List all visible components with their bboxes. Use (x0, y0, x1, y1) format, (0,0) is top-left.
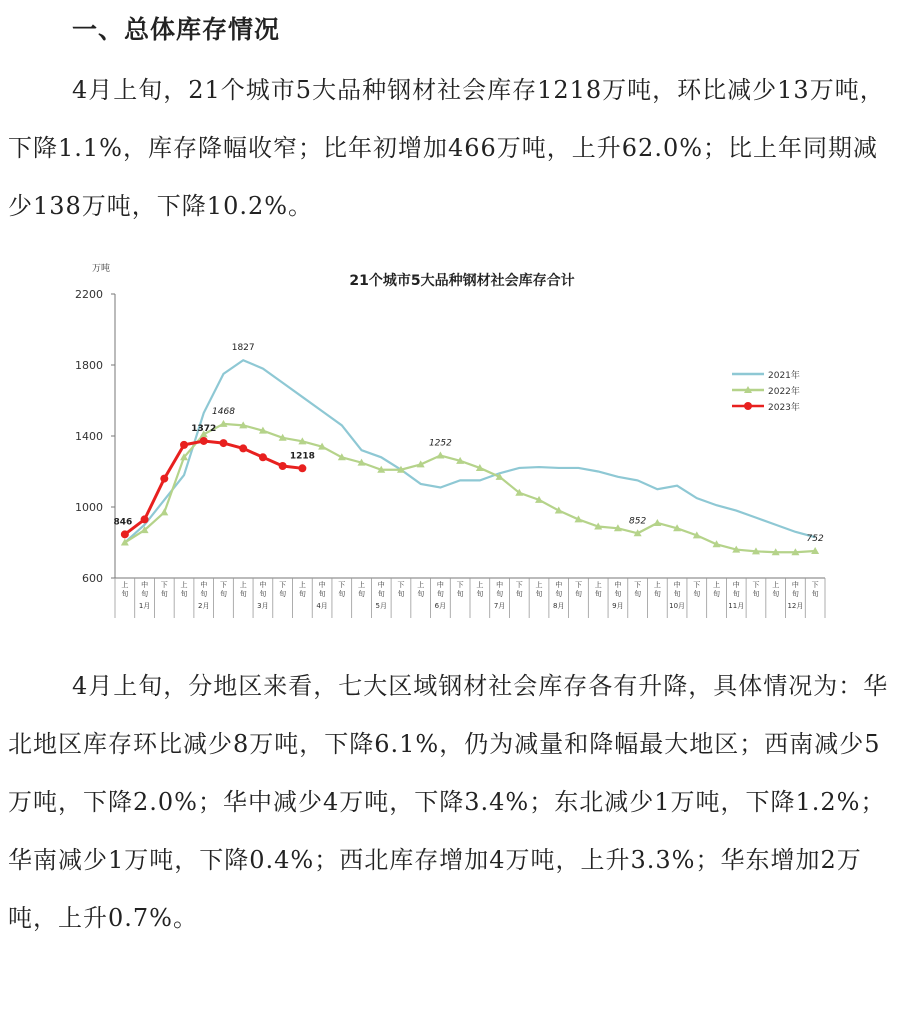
legend-entry (732, 401, 800, 413)
y-tick-label: 600 (82, 572, 103, 585)
x-tick-label: 旬 (811, 590, 819, 598)
x-tick-label: 上 (239, 581, 247, 589)
x-tick-label: 上 (713, 581, 721, 589)
data-label: 846 (113, 517, 133, 528)
month-label: 6月 (434, 602, 447, 610)
data-point (298, 464, 306, 472)
chart-title: 21个城市5大品种钢材社会库存合计 (349, 273, 575, 289)
data-point (279, 462, 287, 470)
month-label: 10月 (669, 602, 686, 610)
x-tick-label: 旬 (436, 590, 444, 598)
legend-marker (744, 402, 752, 410)
x-tick-label: 下 (574, 581, 582, 589)
x-tick-label: 旬 (397, 590, 405, 598)
x-tick-label: 下 (219, 581, 227, 589)
inventory-line-chart (60, 258, 840, 618)
x-tick-label: 旬 (338, 590, 346, 598)
x-tick-label: 下 (811, 581, 819, 589)
x-tick-label: 中 (318, 581, 326, 589)
month-label: 11月 (728, 602, 745, 610)
month-label: 4月 (316, 602, 328, 610)
month-label: 12月 (787, 602, 804, 610)
x-tick-label: 旬 (732, 590, 740, 598)
data-label: 1218 (289, 451, 315, 462)
x-tick-label: 下 (160, 581, 168, 589)
data-point (219, 439, 227, 447)
x-tick-label: 旬 (673, 590, 681, 598)
x-tick-label: 旬 (713, 590, 721, 598)
x-tick-label: 中 (141, 581, 149, 589)
month-label: 8月 (553, 602, 565, 610)
data-label: 1827 (231, 343, 255, 354)
month-label: 2月 (198, 602, 210, 610)
month-label: 5月 (375, 602, 387, 610)
data-point (653, 519, 661, 526)
series-line (125, 360, 815, 542)
x-tick-label: 中 (791, 581, 799, 589)
data-label: 1468 (212, 406, 235, 417)
x-tick-label: 下 (693, 581, 701, 589)
x-tick-label: 旬 (574, 590, 582, 598)
paragraph-summary: 4月上旬，21个城市5大品种钢材社会库存1218万吨，环比减少13万吨，下降1.1%，库存降幅收窄；比年初增加466万吨，上升62.0%；比上年同期减少138万吨，下降10.2%。 (8, 76, 885, 220)
legend-entry (732, 369, 800, 381)
x-tick-label: 下 (752, 581, 760, 589)
x-tick-label: 旬 (239, 590, 247, 598)
data-label: 752 (806, 534, 824, 545)
x-tick-label: 旬 (358, 590, 366, 598)
x-tick-label: 旬 (417, 590, 425, 598)
x-tick-label: 旬 (180, 590, 188, 598)
x-tick-label: 中 (673, 581, 681, 589)
x-tick-label: 旬 (772, 590, 780, 598)
data-label: 1252 (428, 438, 452, 449)
x-tick-label: 旬 (200, 590, 208, 598)
x-tick-label: 旬 (279, 590, 287, 598)
x-tick-label: 旬 (121, 590, 129, 598)
x-tick-label: 中 (436, 581, 444, 589)
data-point (160, 508, 168, 515)
y-tick-label: 2200 (75, 288, 103, 301)
x-tick-label: 旬 (141, 590, 149, 598)
x-tick-label: 旬 (456, 590, 464, 598)
month-label: 1月 (138, 602, 151, 610)
legend-label: 2023年 (768, 403, 800, 413)
x-tick-label: 旬 (318, 590, 326, 598)
legend-label: 2021年 (768, 371, 800, 381)
x-tick-label: 下 (515, 581, 523, 589)
x-tick-label: 下 (456, 581, 464, 589)
x-tick-label: 下 (397, 581, 405, 589)
month-label: 7月 (493, 602, 506, 610)
x-tick-label: 旬 (594, 590, 602, 598)
x-tick-label: 中 (377, 581, 385, 589)
month-label: 9月 (612, 602, 624, 610)
x-tick-label: 旬 (160, 590, 168, 598)
x-tick-label: 上 (358, 581, 366, 589)
x-tick-label: 旬 (515, 590, 523, 598)
x-tick-label: 上 (417, 581, 425, 589)
data-point (160, 475, 168, 483)
data-label: 852 (629, 516, 647, 527)
y-tick-label: 1800 (75, 359, 103, 372)
x-tick-label: 旬 (298, 590, 306, 598)
data-point (436, 452, 444, 459)
data-point (239, 444, 247, 452)
x-tick-label: 旬 (693, 590, 701, 598)
x-tick-label: 旬 (555, 590, 563, 598)
x-tick-label: 上 (594, 581, 602, 589)
x-tick-label: 上 (298, 581, 306, 589)
x-tick-label: 旬 (219, 590, 227, 598)
month-label: 3月 (257, 602, 269, 610)
data-point (180, 441, 188, 449)
legend-label: 2022年 (768, 387, 800, 397)
x-tick-label: 中 (555, 581, 563, 589)
data-point (259, 453, 267, 461)
x-tick-label: 旬 (614, 590, 622, 598)
x-tick-label: 中 (614, 581, 622, 589)
x-tick-label: 上 (535, 581, 543, 589)
x-tick-label: 下 (338, 581, 346, 589)
data-point (141, 515, 149, 523)
series-line (125, 441, 303, 534)
x-tick-label: 旬 (535, 590, 543, 598)
y-tick-label: 1000 (75, 501, 103, 514)
x-tick-label: 下 (279, 581, 287, 589)
data-point (121, 530, 129, 538)
x-tick-label: 旬 (377, 590, 385, 598)
legend-entry (732, 385, 800, 397)
x-tick-label: 上 (653, 581, 661, 589)
x-tick-label: 上 (772, 581, 780, 589)
series-2021年 (125, 360, 815, 542)
x-tick-label: 旬 (653, 590, 661, 598)
x-tick-label: 下 (634, 581, 642, 589)
x-tick-label: 旬 (476, 590, 484, 598)
x-tick-label: 旬 (259, 590, 267, 598)
x-tick-label: 旬 (752, 590, 760, 598)
section-heading: 一、总体库存情况 (72, 15, 281, 44)
data-point (200, 437, 208, 445)
x-tick-label: 中 (496, 581, 504, 589)
x-tick-label: 旬 (634, 590, 642, 598)
data-label: 1372 (191, 423, 217, 434)
x-tick-label: 中 (200, 581, 208, 589)
x-tick-label: 中 (732, 581, 740, 589)
paragraph-regional: 4月上旬，分地区来看，七大区域钢材社会库存各有升降，具体情况为：华北地区库存环比减少8万吨，下降6.1%，仍为减量和降幅最大地区；西南减少5万吨，下降2.0%；华中减少4万吨，下降3.4%；东北减少1万吨，下降1.2%；华南减少1万吨，下降0.4%；西北库存增加4万吨，上升3.3%；华东增加2万吨，上升0.7%。 (8, 672, 889, 932)
x-tick-label: 上 (121, 581, 129, 589)
series-2023年 (121, 437, 307, 538)
y-tick-label: 1400 (75, 430, 103, 443)
x-tick-label: 旬 (791, 590, 799, 598)
x-tick-label: 上 (180, 581, 188, 589)
y-axis-unit-label: 万吨 (92, 264, 111, 274)
x-tick-label: 旬 (496, 590, 504, 598)
x-tick-label: 中 (259, 581, 267, 589)
x-tick-label: 上 (476, 581, 484, 589)
